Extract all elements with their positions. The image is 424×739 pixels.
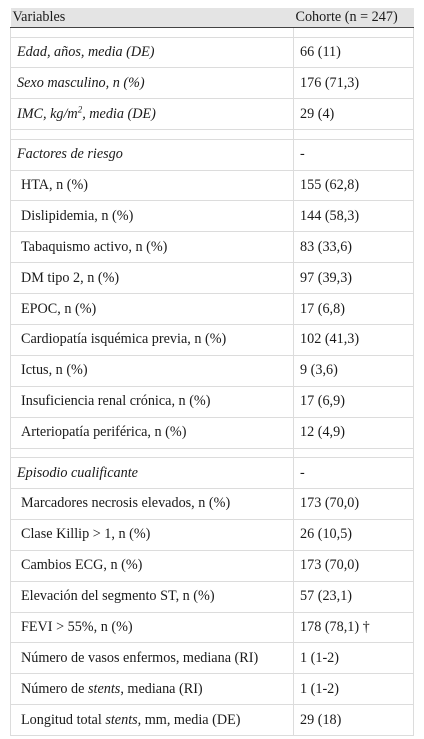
row-value: 1 (1-2) xyxy=(294,643,414,674)
table-spacer xyxy=(11,28,414,38)
row-value: 178 (78,1) † xyxy=(294,612,414,643)
row-value: 144 (58,3) xyxy=(294,201,414,232)
label-part: , media (DE) xyxy=(82,105,156,122)
table-row xyxy=(11,99,414,130)
table-header-row xyxy=(11,8,414,28)
table-row xyxy=(11,643,414,674)
row-label: Cardiopatía isquémica previa, n (%) xyxy=(11,325,294,356)
row-label: EPOC, n (%) xyxy=(11,294,294,325)
row-label: Edad, años, media (DE) xyxy=(11,37,294,68)
row-label: Sexo masculino, n (%) xyxy=(11,68,294,99)
row-value: - xyxy=(294,458,414,489)
row-label: Dislipidemia, n (%) xyxy=(11,201,294,232)
row-value: 57 (23,1) xyxy=(294,581,414,612)
row-value: 173 (70,0) xyxy=(294,550,414,581)
row-label: Clase Killip > 1, n (%) xyxy=(11,519,294,550)
label-part: , mm, media (DE) xyxy=(137,711,241,728)
row-label: Ictus, n (%) xyxy=(11,355,294,386)
row-value: 176 (71,3) xyxy=(294,68,414,99)
row-label xyxy=(11,99,294,130)
row-value: 173 (70,0) xyxy=(294,488,414,519)
table-row xyxy=(11,550,414,581)
table-row xyxy=(11,68,414,99)
label-emphasis: stents xyxy=(105,711,138,728)
row-label xyxy=(11,674,294,705)
section-header-row xyxy=(11,139,414,170)
table-row xyxy=(11,232,414,263)
label-emphasis: stents xyxy=(87,680,121,697)
section-title: Factores de riesgo xyxy=(11,139,294,170)
table-row xyxy=(11,325,414,356)
row-label: Cambios ECG, n (%) xyxy=(11,550,294,581)
section-header-row xyxy=(11,458,414,489)
row-value: 29 (4) xyxy=(294,99,414,130)
header-cohort: Cohorte (n = 247) xyxy=(294,8,414,28)
table-row xyxy=(11,519,414,550)
section-title: Episodio cualificante xyxy=(11,458,294,489)
row-label: Número de vasos enfermos, mediana (RI) xyxy=(11,643,294,674)
row-value: 1 (1-2) xyxy=(294,674,414,705)
table-row xyxy=(11,294,414,325)
row-value: 17 (6,9) xyxy=(294,386,414,417)
row-label: Elevación del segmento ST, n (%) xyxy=(11,581,294,612)
cohort-table xyxy=(10,8,414,736)
label-part: , mediana (RI) xyxy=(120,680,203,697)
table-row xyxy=(11,705,414,736)
table-row xyxy=(11,386,414,417)
row-label: Marcadores necrosis elevados, n (%) xyxy=(11,488,294,519)
table-row xyxy=(11,674,414,705)
row-value: 97 (39,3) xyxy=(294,263,414,294)
row-label: Insuficiencia renal crónica, n (%) xyxy=(11,386,294,417)
label-part: Número de xyxy=(21,680,88,697)
row-label: FEVI > 55%, n (%) xyxy=(11,612,294,643)
row-value: 66 (11) xyxy=(294,37,414,68)
row-value: - xyxy=(294,139,414,170)
superscript: 2 xyxy=(77,103,83,114)
row-value: 17 (6,8) xyxy=(294,294,414,325)
table-row xyxy=(11,417,414,448)
row-value: 29 (18) xyxy=(294,705,414,736)
row-value: 12 (4,9) xyxy=(294,417,414,448)
table-row xyxy=(11,581,414,612)
table-spacer xyxy=(11,448,414,458)
header-variables: Variables xyxy=(11,8,294,28)
table-row xyxy=(11,263,414,294)
row-label: Tabaquismo activo, n (%) xyxy=(11,232,294,263)
table-spacer xyxy=(11,130,414,140)
table-row xyxy=(11,612,414,643)
row-label: DM tipo 2, n (%) xyxy=(11,263,294,294)
row-value: 26 (10,5) xyxy=(294,519,414,550)
table-row xyxy=(11,488,414,519)
table-row xyxy=(11,355,414,386)
table-row xyxy=(11,37,414,68)
row-label: Arteriopatía periférica, n (%) xyxy=(11,417,294,448)
row-value: 83 (33,6) xyxy=(294,232,414,263)
table-row xyxy=(11,170,414,201)
row-value: 9 (3,6) xyxy=(294,355,414,386)
row-label xyxy=(11,705,294,736)
row-value: 102 (41,3) xyxy=(294,325,414,356)
table-row xyxy=(11,201,414,232)
row-value: 155 (62,8) xyxy=(294,170,414,201)
row-label: HTA, n (%) xyxy=(11,170,294,201)
label-part: Longitud total xyxy=(21,711,106,728)
label-part: IMC, kg/m xyxy=(17,105,78,122)
